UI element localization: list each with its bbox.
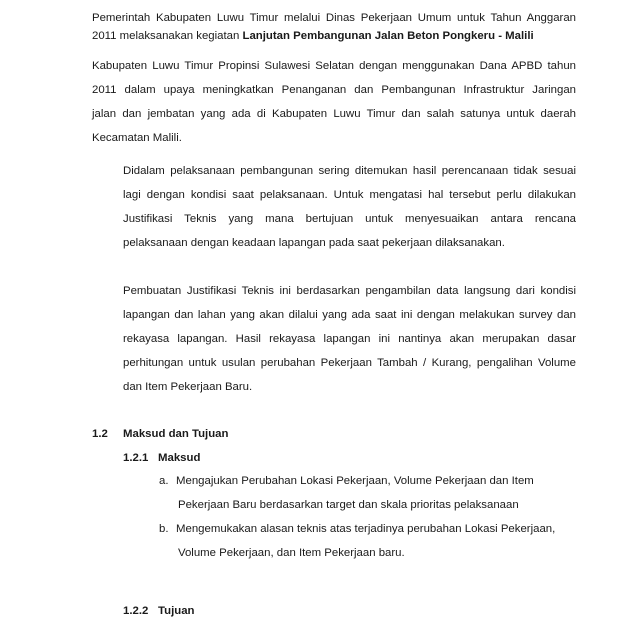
list-b-line-2: Volume Pekerjaan, dan Item Pekerjaan baru.: [178, 547, 405, 559]
list-a-line-2: Pekerjaan Baru berdasarkan target dan skala prioritas pelaksanaan: [178, 499, 519, 511]
list-a-line-1: Mengajukan Perubahan Lokasi Pekerjaan, Volume Pekerjaan dan Item: [176, 475, 534, 487]
para3-line-3: Justifikasi Teknis yang mana bertujuan untuk menyesuaikan antara rencana: [123, 213, 576, 225]
intro-line-2: [92, 29, 534, 43]
para3-line-4: pelaksanaan dengan keadaan lapangan pada saat pekerjaan dilaksanakan.: [123, 237, 505, 249]
list-b-label: b.: [159, 523, 169, 535]
subsection-1-title: Maksud: [158, 452, 201, 464]
subsection-2-title: Tujuan: [158, 605, 195, 617]
para3-line-1: Didalam pelaksanaan pembangunan sering ditemukan hasil perencanaan tidak sesuai: [123, 165, 576, 177]
subsection-1-number: 1.2.1: [123, 452, 149, 464]
section-title: Maksud dan Tujuan: [123, 428, 229, 440]
section-number: 1.2: [92, 428, 108, 440]
para2-line-1: Kabupaten Luwu Timur Propinsi Sulawesi Selatan dengan menggunakan Dana APBD tahun: [92, 60, 576, 72]
list-b-line-1: Mengemukakan alasan teknis atas terjadinya perubahan Lokasi Pekerjaan,: [176, 523, 556, 535]
para4-line-1: Pembuatan Justifikasi Teknis ini berdasarkan pengambilan data langsung dari kondisi: [123, 285, 576, 297]
para2-line-4: Kecamatan Malili.: [92, 132, 182, 144]
intro-line-2-text: 2011 melaksanakan kegiatan: [92, 30, 243, 42]
para2-line-3: jalan dan jembatan yang ada di Kabupaten Luwu Timur dan salah satunya untuk daerah: [92, 108, 576, 120]
subsection-2-number: 1.2.2: [123, 605, 149, 617]
para2-line-2: 2011 dalam upaya meningkatkan Penanganan dan Pembangunan Infrastruktur Jaringan: [92, 84, 576, 96]
para3-line-2: lagi dengan kondisi saat pelaksanaan. Untuk mengatasi hal tersebut perlu dilakukan: [123, 189, 576, 201]
para4-line-2: lapangan dan lahan yang akan dilalui yang ada saat ini dengan melakukan survey dan: [123, 309, 576, 321]
para4-line-3: rekayasa lapangan. Hasil rekayasa lapangan ini nantinya akan merupakan dasar: [123, 333, 576, 345]
para4-line-4: perhitungan untuk usulan perubahan Pekerjaan Tambah / Kurang, pengalihan Volume: [123, 357, 576, 369]
list-a-label: a.: [159, 475, 169, 487]
intro-line-1: Pemerintah Kabupaten Luwu Timur melalui Dinas Pekerjaan Umum untuk Tahun Anggaran: [92, 12, 576, 24]
para4-line-5: dan Item Pekerjaan Baru.: [123, 381, 253, 393]
project-title: Lanjutan Pembangunan Jalan Beton Pongkeru - Malili: [242, 30, 534, 42]
